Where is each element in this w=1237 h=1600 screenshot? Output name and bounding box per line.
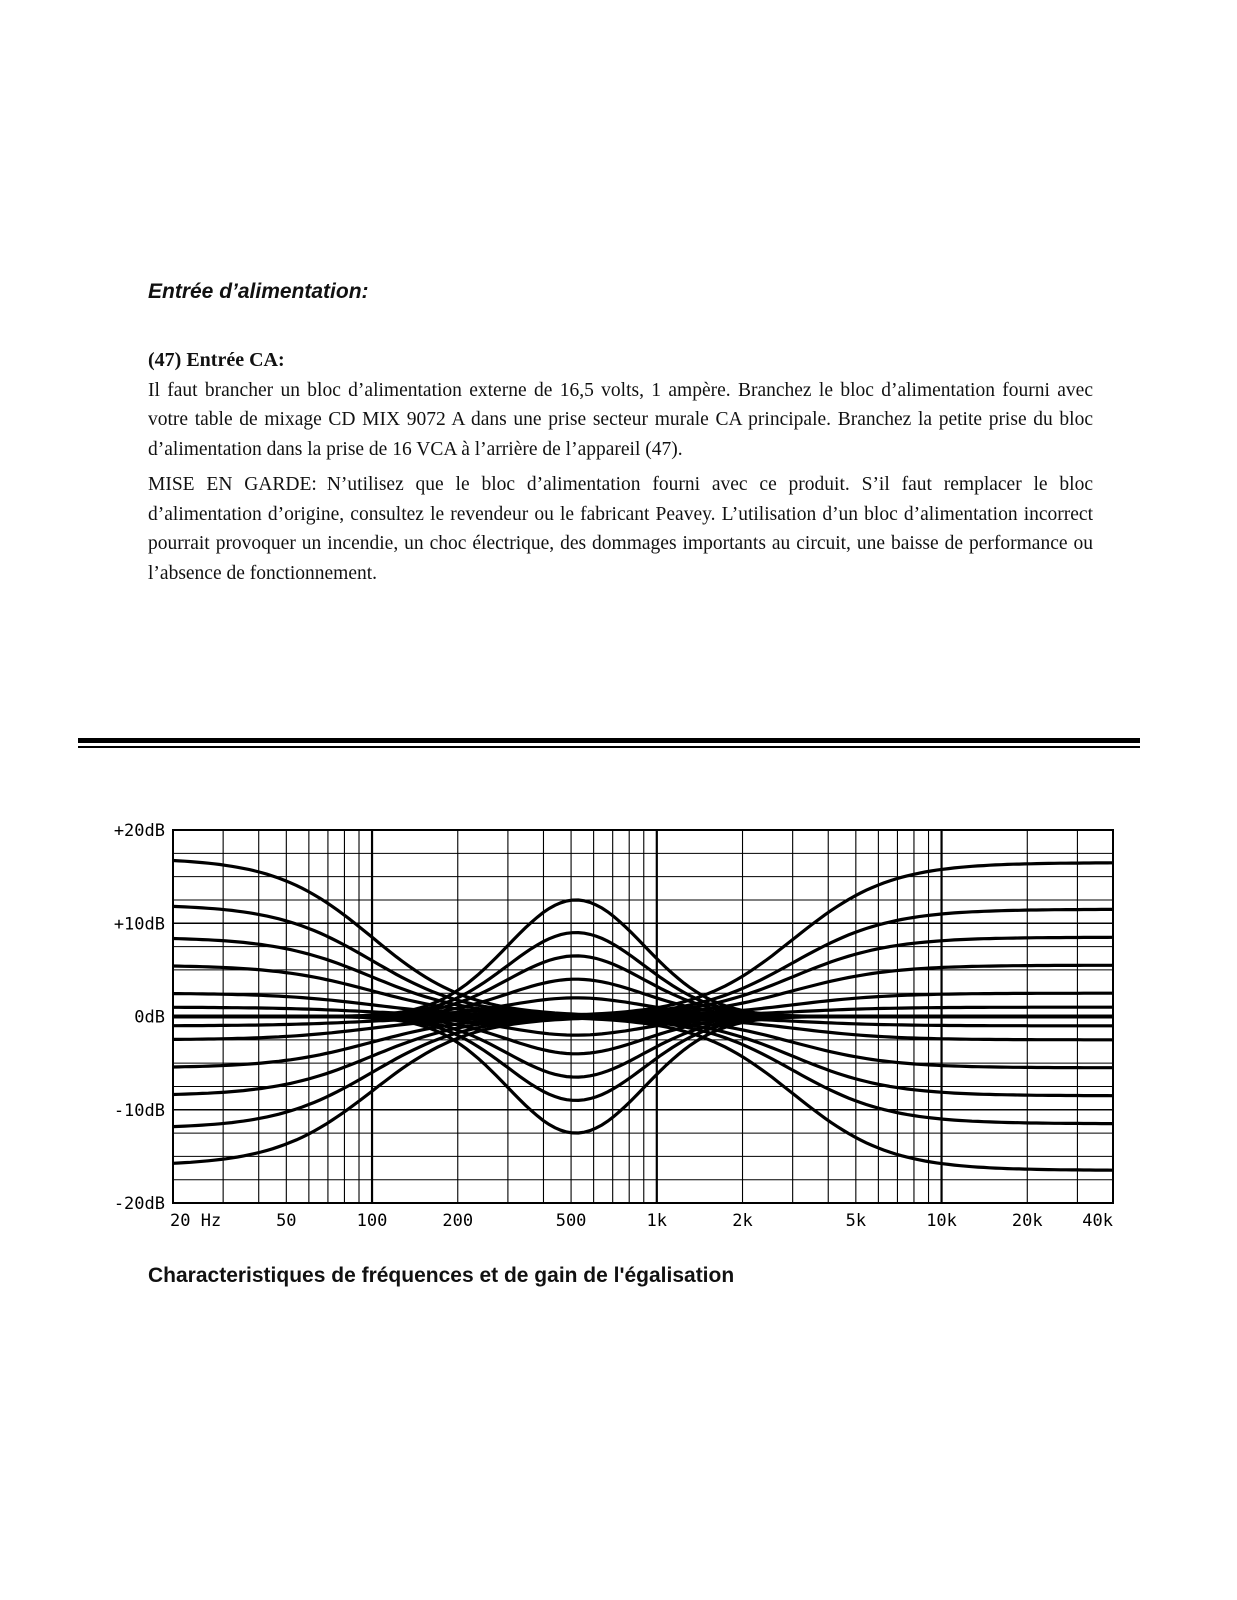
y-tick-label: 0dB	[134, 1007, 165, 1028]
warning-paragraph	[148, 470, 1093, 588]
x-tick-label: 20 Hz	[170, 1211, 222, 1231]
x-tick-label: 200	[442, 1211, 474, 1231]
eq-response-chart	[0, 810, 1237, 1240]
x-tick-label: 20k	[1011, 1211, 1043, 1231]
x-tick-label: 2k	[732, 1211, 753, 1231]
x-tick-label: 5k	[845, 1211, 867, 1231]
section-divider-thick	[78, 738, 1140, 743]
x-tick-label: 10k	[926, 1211, 957, 1231]
x-tick-label: 1k	[646, 1211, 668, 1231]
y-tick-label: -20dB	[113, 1194, 165, 1214]
section-divider-thin	[78, 746, 1140, 748]
y-tick-label: +10dB	[113, 914, 165, 935]
warning-label: MISE EN GARDE:	[148, 474, 317, 495]
section-heading: Entrée d’alimentation:	[148, 280, 369, 303]
x-tick-label: 500	[555, 1211, 587, 1231]
x-tick-label: 50	[276, 1211, 297, 1231]
x-tick-label: 100	[356, 1211, 388, 1231]
y-tick-label: -10dB	[113, 1100, 165, 1121]
warning-text: N’utilisez que le bloc d’alimentation fourni avec ce produit. S’il faut remplacer le bloc d’alimentation d’origine, consultez le revendeur ou le fabricant Peavey. L’utilisation d’un bloc d’alimentation incorrect pourrait provoquer un incendie, un choc électrique, des dommages importants au circuit, une baisse de performance ou l’absence de fonctionnement.	[148, 474, 1093, 584]
power-paragraph: Il faut brancher un bloc d’alimentation externe de 16,5 volts, 1 ampère. Branchez le bloc d’alimentation fourni avec votre table de mixage CD MIX 9072 A dans une prise secteur murale CA principale. Branchez la petite prise du bloc d’alimentation dans la prise de 16 VCA à l’arrière de l’appareil (47).	[148, 379, 1093, 460]
chart-caption: Characteristiques de fréquences et de gain de l'égalisation	[148, 1264, 735, 1287]
item-heading: (47) Entrée CA:	[148, 349, 285, 371]
x-tick-label: 40k	[1082, 1211, 1113, 1231]
y-tick-label: +20dB	[113, 821, 165, 841]
power-input-section	[148, 346, 1093, 588]
